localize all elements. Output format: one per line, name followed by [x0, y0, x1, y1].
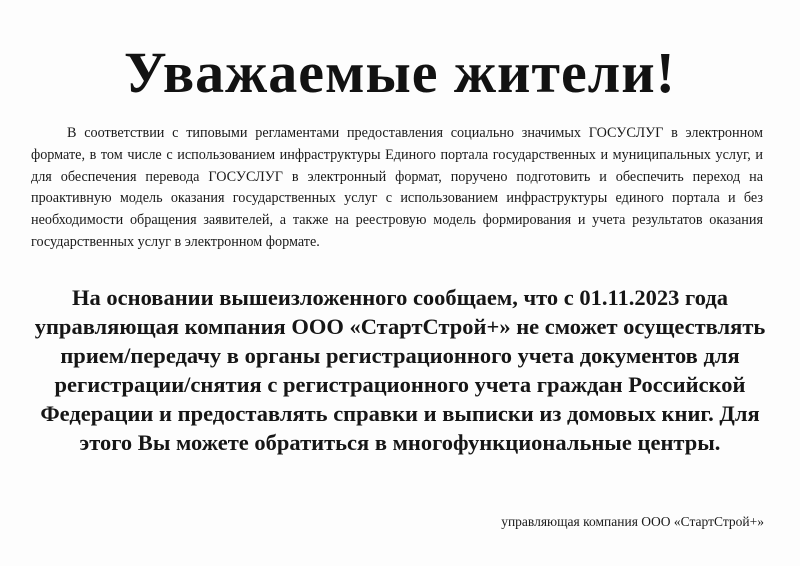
notice-headline: Уважаемые жители!	[124, 40, 676, 105]
announcement-paragraph: На основании вышеизложенного сообщаем, что с 01.11.2023 года управляющая компания ООО «СтартСтрой+» не сможет осуществлять прием/передачу в органы регистрационного учета документов для регистрации/снятия с регистрационного учета граждан Российской Федерации и предоставлять справки и выписки из домовых книг. Для этого Вы можете обратиться в многофункциональные центры.	[34, 285, 766, 455]
signature-line: управляющая компания ООО «СтартСтрой+»	[501, 514, 764, 529]
intro-paragraph: В соответствии с типовыми регламентами предоставления социально значимых ГОСУСЛУГ в электронном формате, в том числе с использованием инфраструктуры Единого портала государственных и муниципальных услуг, и для обеспечения перевода ГОСУСЛУГ в электронный формат, поручено подготовить и обеспечить переход на проактивную модель оказания государственных услуг с использованием инфраструктуры единого портала и без необходимости обращения заявителей, а также на реестровую модель формирования и учета результатов оказания государственных услуг в электронном формате.	[31, 125, 763, 250]
